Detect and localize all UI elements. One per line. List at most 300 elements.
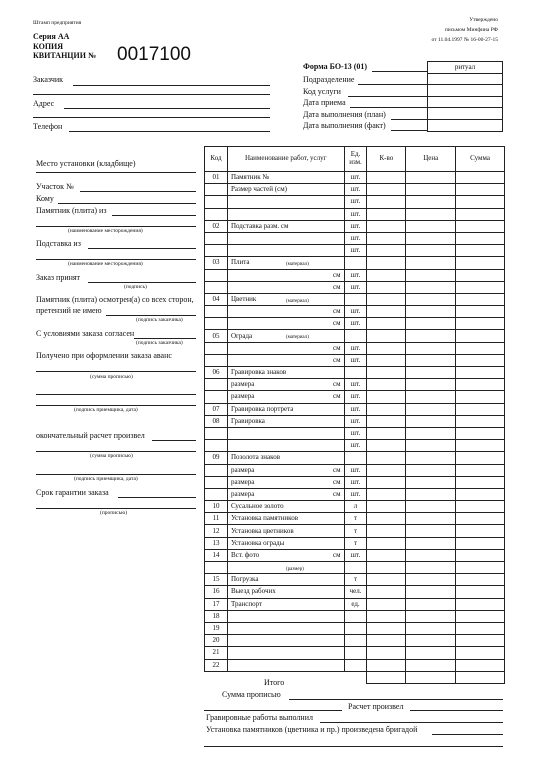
row-qty[interactable] <box>367 537 406 549</box>
row-cm: см <box>332 307 341 316</box>
customer-signature-hint-1: (подпись заказчика) <box>136 317 183 323</box>
row-price[interactable] <box>406 257 456 269</box>
row-price[interactable] <box>406 318 456 330</box>
row-price[interactable] <box>406 367 456 379</box>
row-price[interactable] <box>406 415 456 427</box>
row-price[interactable] <box>406 293 456 305</box>
row-price[interactable] <box>406 220 456 232</box>
row-qty[interactable] <box>367 622 406 634</box>
row-sum[interactable] <box>456 257 505 269</box>
row-sum[interactable] <box>456 208 505 220</box>
row-name-cell[interactable] <box>227 586 344 598</box>
table-row <box>205 220 505 232</box>
row-sum[interactable] <box>456 172 505 184</box>
plan-date-label: Дата выполнения (план) <box>303 110 386 119</box>
row-price[interactable] <box>406 440 456 452</box>
row-code: 14 <box>205 549 228 561</box>
row-unit: ед. <box>344 598 367 610</box>
row-unit: шт. <box>344 172 367 184</box>
row-name-cell[interactable] <box>227 562 344 574</box>
row-name-cell[interactable] <box>227 659 344 671</box>
row-sum[interactable] <box>456 452 505 464</box>
row-cm: см <box>332 392 341 401</box>
row-name-cell[interactable] <box>227 488 344 500</box>
advance-field-3[interactable] <box>36 405 196 406</box>
table-row <box>205 172 505 184</box>
row-name-cell[interactable] <box>227 452 344 464</box>
row-code <box>205 269 228 281</box>
sum-words-field[interactable] <box>289 699 503 700</box>
site-label: Место установки (кладбище) <box>36 159 136 168</box>
row-name-cell[interactable] <box>227 367 344 379</box>
row-name-cell[interactable] <box>227 513 344 525</box>
row-note: (материал) <box>285 335 309 341</box>
row-cm: см <box>332 465 341 474</box>
order-accepted-field[interactable] <box>88 282 196 283</box>
row-price[interactable] <box>406 232 456 244</box>
row-qty[interactable] <box>367 269 406 281</box>
row-sum[interactable] <box>456 293 505 305</box>
row-sum[interactable] <box>456 586 505 598</box>
row-cm: см <box>332 477 341 486</box>
customer-field[interactable] <box>73 85 270 86</box>
row-sum[interactable] <box>456 342 505 354</box>
row-price[interactable] <box>406 647 456 659</box>
row-name: Вст. фото <box>230 550 260 559</box>
row-qty[interactable] <box>367 208 406 220</box>
row-name: Гравировка знаков <box>230 368 287 377</box>
engraving-done-field[interactable] <box>320 722 503 723</box>
row-cm: см <box>332 355 341 364</box>
site-field[interactable] <box>36 172 196 173</box>
row-qty[interactable] <box>367 647 406 659</box>
row-code: 22 <box>205 659 228 671</box>
row-price[interactable] <box>406 427 456 439</box>
final-payment-field[interactable] <box>152 440 196 441</box>
receiver-signature-hint-1: (подпись приемщика, дата) <box>74 407 138 413</box>
row-qty[interactable] <box>367 476 406 488</box>
plot-field[interactable] <box>80 191 196 192</box>
row-name-cell[interactable] <box>227 598 344 610</box>
row-qty[interactable] <box>367 549 406 561</box>
row-qty[interactable] <box>367 513 406 525</box>
table-row <box>205 659 505 671</box>
row-sum[interactable] <box>456 318 505 330</box>
row-name-cell[interactable] <box>227 208 344 220</box>
row-name-cell[interactable] <box>227 220 344 232</box>
table-row <box>205 452 505 464</box>
row-qty[interactable] <box>367 610 406 622</box>
row-price[interactable] <box>406 574 456 586</box>
phone-field[interactable] <box>69 131 270 132</box>
row-code <box>205 379 228 391</box>
row-qty[interactable] <box>367 427 406 439</box>
row-qty[interactable] <box>367 635 406 647</box>
row-qty[interactable] <box>367 172 406 184</box>
row-qty[interactable] <box>367 415 406 427</box>
row-price[interactable] <box>406 354 456 366</box>
row-qty[interactable] <box>367 464 406 476</box>
row-sum[interactable] <box>456 330 505 342</box>
row-qty[interactable] <box>367 330 406 342</box>
sum-words-field-2[interactable] <box>204 710 342 711</box>
customer-field-line-2[interactable] <box>33 94 270 95</box>
row-name-cell[interactable] <box>227 379 344 391</box>
total-sum[interactable] <box>456 671 505 683</box>
total-row <box>205 671 505 683</box>
row-name: Гравировка <box>230 416 265 425</box>
row-qty[interactable] <box>367 659 406 671</box>
row-price[interactable] <box>406 403 456 415</box>
row-qty[interactable] <box>367 379 406 391</box>
table-row <box>205 464 505 476</box>
row-sum[interactable] <box>456 488 505 500</box>
row-qty[interactable] <box>367 184 406 196</box>
total-qty[interactable] <box>367 671 406 683</box>
row-price[interactable] <box>406 342 456 354</box>
row-code: 18 <box>205 610 228 622</box>
stand-from-field-2[interactable] <box>36 259 196 260</box>
row-name: Установка ограды <box>230 538 285 547</box>
table-row <box>205 440 505 452</box>
row-name-cell[interactable] <box>227 306 344 318</box>
agree-terms-field[interactable] <box>134 338 196 339</box>
material-name-hint-1: (наименование месторождения) <box>68 228 143 234</box>
row-name-cell[interactable] <box>227 184 344 196</box>
row-sum[interactable] <box>456 196 505 208</box>
row-unit <box>344 330 367 342</box>
row-price[interactable] <box>406 281 456 293</box>
plan-date-cell[interactable] <box>428 108 503 120</box>
monument-from-field-2[interactable] <box>36 226 196 227</box>
row-qty[interactable] <box>367 220 406 232</box>
row-qty[interactable] <box>367 525 406 537</box>
row-price[interactable] <box>406 586 456 598</box>
row-price[interactable] <box>406 537 456 549</box>
row-unit: т <box>344 537 367 549</box>
row-qty[interactable] <box>367 501 406 513</box>
no-claims-field[interactable] <box>106 315 196 316</box>
row-name-cell[interactable] <box>227 232 344 244</box>
row-sum[interactable] <box>456 232 505 244</box>
row-price[interactable] <box>406 379 456 391</box>
monument-from-label: Памятник (плита) из <box>36 206 107 215</box>
row-sum[interactable] <box>456 635 505 647</box>
row-name-cell[interactable] <box>227 245 344 257</box>
row-sum[interactable] <box>456 245 505 257</box>
row-unit: шт. <box>344 281 367 293</box>
row-qty[interactable] <box>367 232 406 244</box>
department-cell[interactable] <box>428 73 503 85</box>
row-code <box>205 562 228 574</box>
row-sum[interactable] <box>456 391 505 403</box>
warranty-field[interactable] <box>118 497 196 498</box>
row-price[interactable] <box>406 513 456 525</box>
row-name-cell[interactable] <box>227 330 344 342</box>
row-price[interactable] <box>406 391 456 403</box>
row-code: 21 <box>205 647 228 659</box>
row-sum[interactable] <box>456 269 505 281</box>
warranty-field-2[interactable] <box>36 508 196 509</box>
row-qty[interactable] <box>367 367 406 379</box>
table-row <box>205 330 505 342</box>
row-sum[interactable] <box>456 403 505 415</box>
row-qty[interactable] <box>367 586 406 598</box>
row-qty[interactable] <box>367 354 406 366</box>
table-row <box>205 537 505 549</box>
row-sum[interactable] <box>456 354 505 366</box>
row-sum[interactable] <box>456 537 505 549</box>
row-name-cell[interactable] <box>227 647 344 659</box>
row-sum[interactable] <box>456 622 505 634</box>
row-sum[interactable] <box>456 184 505 196</box>
fact-date-cell[interactable] <box>428 119 503 131</box>
install-done-field[interactable] <box>432 734 503 735</box>
table-row <box>205 245 505 257</box>
row-cm: см <box>332 550 341 559</box>
install-done-label: Установка памятников (цветника и пр.) произведена бригадой <box>206 725 418 734</box>
row-code: 03 <box>205 257 228 269</box>
row-sum[interactable] <box>456 427 505 439</box>
row-price[interactable] <box>406 172 456 184</box>
row-name-cell[interactable] <box>227 415 344 427</box>
row-price[interactable] <box>406 452 456 464</box>
row-sum[interactable] <box>456 659 505 671</box>
row-sum[interactable] <box>456 379 505 391</box>
row-qty[interactable] <box>367 562 406 574</box>
row-name-cell[interactable] <box>227 622 344 634</box>
row-qty[interactable] <box>367 391 406 403</box>
header-code: Код <box>205 147 228 172</box>
row-qty[interactable] <box>367 281 406 293</box>
row-name-cell[interactable] <box>227 476 344 488</box>
row-unit <box>344 622 367 634</box>
row-qty[interactable] <box>367 196 406 208</box>
table-row <box>205 488 505 500</box>
row-name-cell[interactable] <box>227 525 344 537</box>
row-code <box>205 184 228 196</box>
row-name-cell[interactable] <box>227 257 344 269</box>
row-name: размера <box>230 465 255 474</box>
row-name-cell[interactable] <box>227 172 344 184</box>
row-price[interactable] <box>406 184 456 196</box>
row-name-cell[interactable] <box>227 440 344 452</box>
row-code <box>205 318 228 330</box>
amount-words-hint-1: (сумма прописью) <box>90 374 133 380</box>
receiver-signature-hint-2: (подпись приемщика, дата) <box>74 476 138 482</box>
row-price[interactable] <box>406 525 456 537</box>
row-name-cell[interactable] <box>227 549 344 561</box>
final-payment-field-2[interactable] <box>36 451 196 452</box>
header-sum: Сумма <box>456 147 505 172</box>
advance-field[interactable] <box>36 371 196 372</box>
row-price[interactable] <box>406 622 456 634</box>
row-name: Ограда <box>230 331 253 340</box>
row-sum[interactable] <box>456 513 505 525</box>
row-name: размера <box>230 489 255 498</box>
row-unit: шт. <box>344 306 367 318</box>
row-code <box>205 391 228 403</box>
row-sum[interactable] <box>456 415 505 427</box>
row-price[interactable] <box>406 488 456 500</box>
row-unit <box>344 635 367 647</box>
total-spacer <box>205 671 367 683</box>
advance-field-2[interactable] <box>36 394 196 395</box>
row-name-cell[interactable] <box>227 269 344 281</box>
row-sum[interactable] <box>456 440 505 452</box>
row-sum[interactable] <box>456 220 505 232</box>
row-code <box>205 245 228 257</box>
address-field-line-2[interactable] <box>33 117 270 118</box>
table-row <box>205 403 505 415</box>
monument-from-field[interactable] <box>112 215 196 216</box>
row-price[interactable] <box>406 196 456 208</box>
in-words-hint: (прописью) <box>100 510 128 516</box>
row-qty[interactable] <box>367 257 406 269</box>
row-name: Установка памятников <box>230 514 299 523</box>
row-sum[interactable] <box>456 525 505 537</box>
row-price[interactable] <box>406 549 456 561</box>
table-row <box>205 562 505 574</box>
department-label: Подразделение <box>303 75 355 84</box>
row-price[interactable] <box>406 635 456 647</box>
row-sum[interactable] <box>456 598 505 610</box>
row-sum[interactable] <box>456 574 505 586</box>
table-row <box>205 647 505 659</box>
row-sum[interactable] <box>456 610 505 622</box>
table-row <box>205 415 505 427</box>
row-sum[interactable] <box>456 549 505 561</box>
row-price[interactable] <box>406 598 456 610</box>
row-price[interactable] <box>406 208 456 220</box>
row-price[interactable] <box>406 610 456 622</box>
settlement-field[interactable] <box>410 710 503 711</box>
row-qty[interactable] <box>367 293 406 305</box>
row-name-cell[interactable] <box>227 537 344 549</box>
row-price[interactable] <box>406 306 456 318</box>
row-name-cell[interactable] <box>227 574 344 586</box>
row-sum[interactable] <box>456 367 505 379</box>
customer-signature-hint-2: (подпись заказчика) <box>136 340 183 346</box>
row-name: Установка цветников <box>230 526 294 535</box>
row-qty[interactable] <box>367 318 406 330</box>
row-qty[interactable] <box>367 488 406 500</box>
row-sum[interactable] <box>456 476 505 488</box>
stand-from-field[interactable] <box>88 248 196 249</box>
service-code-cell[interactable] <box>428 85 503 97</box>
service-code-line <box>348 96 427 97</box>
row-qty[interactable] <box>367 452 406 464</box>
row-cm: см <box>332 380 341 389</box>
row-price[interactable] <box>406 464 456 476</box>
accept-date-cell[interactable] <box>428 96 503 108</box>
row-code: 19 <box>205 622 228 634</box>
row-sum[interactable] <box>456 306 505 318</box>
signature-hint: (подпись) <box>124 284 147 290</box>
row-unit: шт. <box>344 391 367 403</box>
install-done-field-2[interactable] <box>204 746 503 747</box>
row-price[interactable] <box>406 269 456 281</box>
row-name-cell[interactable] <box>227 293 344 305</box>
row-sum[interactable] <box>456 464 505 476</box>
row-sum[interactable] <box>456 562 505 574</box>
row-sum[interactable] <box>456 501 505 513</box>
total-price[interactable] <box>406 671 456 683</box>
row-name-cell[interactable] <box>227 391 344 403</box>
row-price[interactable] <box>406 562 456 574</box>
row-code: 17 <box>205 598 228 610</box>
row-price[interactable] <box>406 501 456 513</box>
table-row <box>205 427 505 439</box>
row-name-cell[interactable] <box>227 403 344 415</box>
row-sum[interactable] <box>456 281 505 293</box>
row-code <box>205 476 228 488</box>
row-note: (материал) <box>285 298 309 304</box>
row-qty[interactable] <box>367 306 406 318</box>
row-name-cell[interactable] <box>227 464 344 476</box>
row-name-cell[interactable] <box>227 281 344 293</box>
row-name-cell[interactable] <box>227 354 344 366</box>
row-qty[interactable] <box>367 440 406 452</box>
row-name: Погрузка <box>230 575 259 584</box>
row-name-cell[interactable] <box>227 196 344 208</box>
row-qty[interactable] <box>367 245 406 257</box>
row-code: 11 <box>205 513 228 525</box>
row-name-cell[interactable] <box>227 635 344 647</box>
table-row <box>205 257 505 269</box>
row-name: Транспорт <box>230 599 263 608</box>
row-name: Памятник № <box>230 173 270 182</box>
row-name: Выезд рабочих <box>230 587 276 596</box>
row-qty[interactable] <box>367 403 406 415</box>
row-name: Гравировка портрета <box>230 404 294 413</box>
table-row <box>205 513 505 525</box>
stand-from-label: Подставка из <box>36 239 81 248</box>
row-name-cell[interactable] <box>227 501 344 513</box>
row-unit <box>344 610 367 622</box>
form-label-line <box>372 71 427 72</box>
row-name-cell[interactable] <box>227 610 344 622</box>
row-sum[interactable] <box>456 647 505 659</box>
table-row <box>205 354 505 366</box>
table-row <box>205 622 505 634</box>
table-row <box>205 196 505 208</box>
row-price[interactable] <box>406 476 456 488</box>
row-name: Плита <box>230 258 250 267</box>
row-unit: шт. <box>344 184 367 196</box>
table-row <box>205 574 505 586</box>
stamp-label: Штамп предприятия <box>33 20 82 26</box>
row-price[interactable] <box>406 245 456 257</box>
address-field[interactable] <box>64 108 270 109</box>
row-price[interactable] <box>406 330 456 342</box>
row-name-cell[interactable] <box>227 342 344 354</box>
row-unit: шт. <box>344 245 367 257</box>
header-price: Цена <box>406 147 456 172</box>
to-whom-field[interactable] <box>58 203 196 204</box>
row-qty[interactable] <box>367 598 406 610</box>
row-name-cell[interactable] <box>227 427 344 439</box>
row-qty[interactable] <box>367 342 406 354</box>
row-code: 01 <box>205 172 228 184</box>
row-price[interactable] <box>406 659 456 671</box>
row-qty[interactable] <box>367 574 406 586</box>
table-row <box>205 342 505 354</box>
row-name-cell[interactable] <box>227 318 344 330</box>
approved-line-3: от 11.04.1997 № 16-00-27-15 <box>431 37 498 43</box>
row-unit: шт. <box>344 427 367 439</box>
final-payment-field-3[interactable] <box>36 474 196 475</box>
